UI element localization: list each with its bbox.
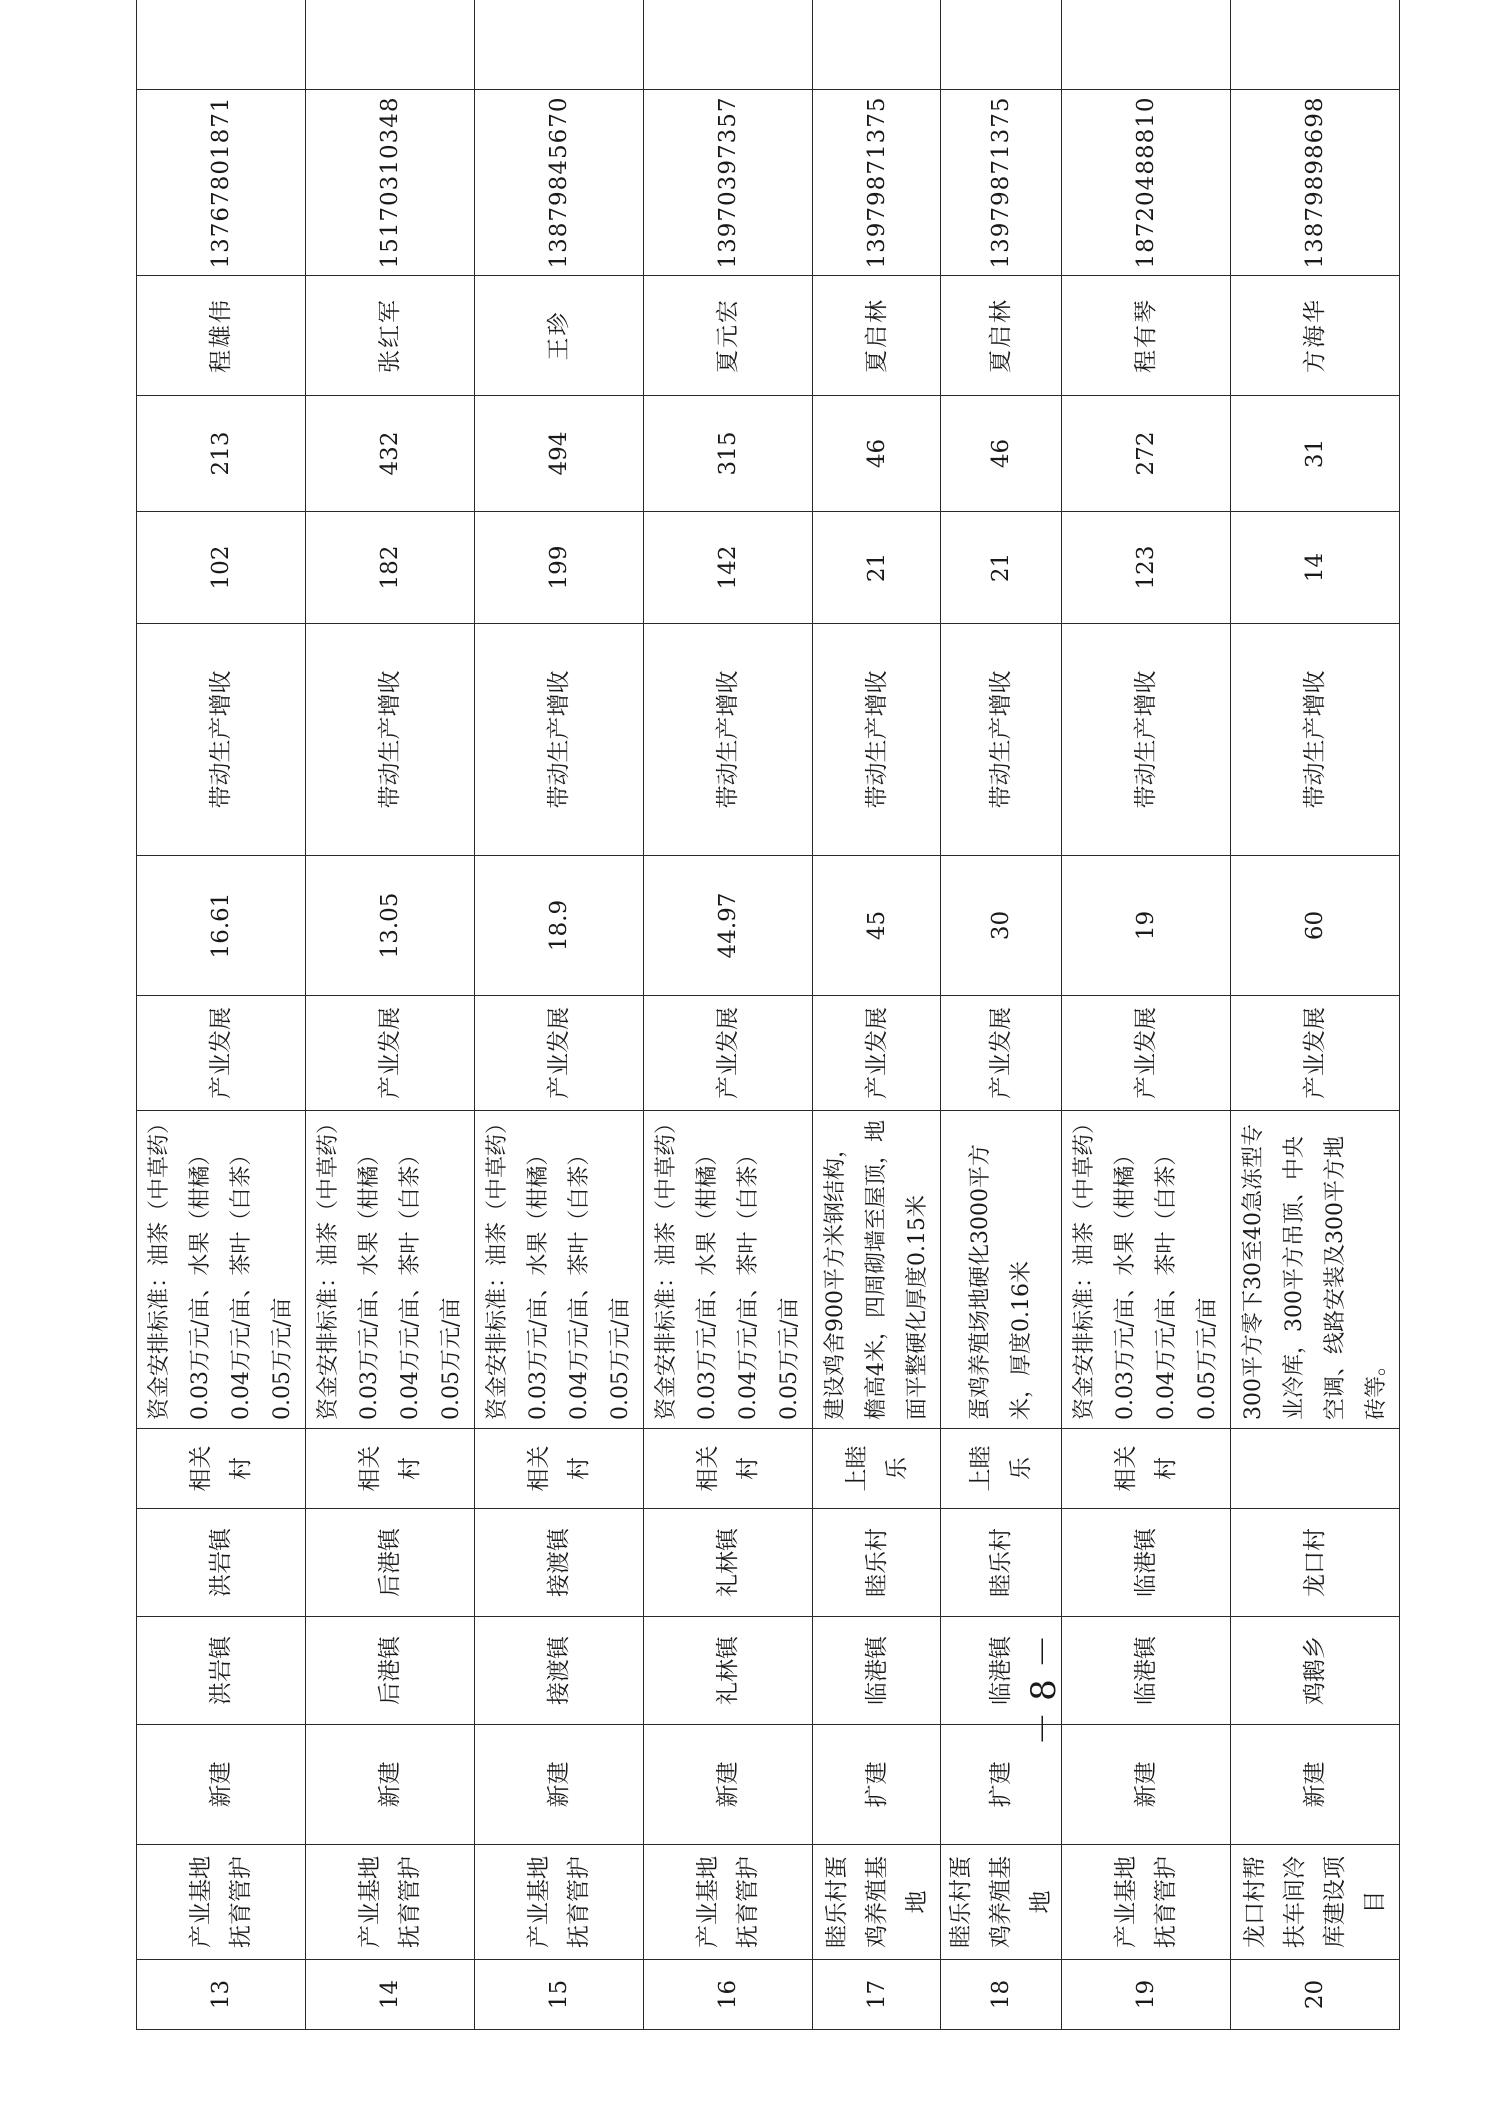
construction-content: 资金安排标准：油茶（中草药）0.03万元/亩、水果（柑橘）0.04万元/亩、茶叶（白茶）0.05万元/亩	[137, 1111, 306, 1429]
contact-phone: 13879845670	[475, 90, 644, 276]
beneficiary-people: 46	[941, 396, 1062, 512]
benefit-mechanism: 带动生产增收	[306, 624, 475, 856]
contact-person: 夏启林	[941, 276, 1062, 396]
fund-amount: 30	[941, 856, 1062, 996]
construction-content: 资金安排标准：油茶（中草药）0.03万元/亩、水果（柑橘）0.04万元/亩、茶叶（白茶）0.05万元/亩	[644, 1111, 813, 1429]
project-table	[136, 0, 1400, 2030]
table-body	[137, 0, 1400, 2030]
contact-person: 夏启林	[813, 276, 941, 396]
beneficiary-households: 21	[941, 512, 1062, 624]
project-name: 产业基地抚育管护	[475, 1845, 644, 1960]
project-category: 产业发展	[644, 996, 813, 1111]
contact-phone: 13970397357	[644, 90, 813, 276]
location-town: 临港镇	[1062, 1509, 1231, 1617]
implementing-town: 洪岩镇	[137, 1617, 306, 1725]
beneficiary-people: 315	[644, 396, 813, 512]
fund-amount: 18.9	[475, 856, 644, 996]
project-category: 产业发展	[1062, 996, 1231, 1111]
fund-amount: 60	[1231, 856, 1400, 996]
contact-person: 张红军	[306, 276, 475, 396]
construction-type: 新建	[137, 1725, 306, 1845]
row-number: 17	[813, 1960, 941, 2030]
fund-amount: 44.97	[644, 856, 813, 996]
project-name: 产业基地抚育管护	[1062, 1845, 1231, 1960]
fund-amount: 45	[813, 856, 941, 996]
village: 上睦乐	[813, 1429, 941, 1509]
contact-person: 王珍	[475, 276, 644, 396]
project-category: 产业发展	[306, 996, 475, 1111]
project-name: 睦乐村蛋鸡养殖基地	[941, 1845, 1062, 1960]
beneficiary-people: 432	[306, 396, 475, 512]
construction-type: 新建	[475, 1725, 644, 1845]
row-number: 14	[306, 1960, 475, 2030]
table-row	[1231, 0, 1400, 2030]
construction-type: 扩建	[813, 1725, 941, 1845]
remark	[306, 0, 475, 90]
location-town: 接渡镇	[475, 1509, 644, 1617]
construction-content: 资金安排标准：油茶（中草药）0.03万元/亩、水果（柑橘）0.04万元/亩、茶叶（白茶）0.05万元/亩	[306, 1111, 475, 1429]
contact-phone: 15170310348	[306, 90, 475, 276]
beneficiary-households: 21	[813, 512, 941, 624]
village: 相关村	[1062, 1429, 1231, 1509]
beneficiary-people: 272	[1062, 396, 1231, 512]
village: 相关村	[644, 1429, 813, 1509]
beneficiary-people: 46	[813, 396, 941, 512]
contact-phone: 13879898698	[1231, 90, 1400, 276]
remark	[644, 0, 813, 90]
construction-content: 资金安排标准：油茶（中草药）0.03万元/亩、水果（柑橘）0.04万元/亩、茶叶（白茶）0.05万元/亩	[475, 1111, 644, 1429]
contact-person: 程雄伟	[137, 276, 306, 396]
benefit-mechanism: 带动生产增收	[813, 624, 941, 856]
construction-type: 新建	[306, 1725, 475, 1845]
contact-phone: 13767801871	[137, 90, 306, 276]
implementing-town: 临港镇	[813, 1617, 941, 1725]
row-number: 20	[1231, 1960, 1400, 2030]
village: 上睦乐	[941, 1429, 1062, 1509]
project-name: 产业基地抚育管护	[644, 1845, 813, 1960]
construction-type: 新建	[1062, 1725, 1231, 1845]
fund-amount: 13.05	[306, 856, 475, 996]
row-number: 16	[644, 1960, 813, 2030]
construction-type: 新建	[644, 1725, 813, 1845]
project-category: 产业发展	[137, 996, 306, 1111]
table-row	[475, 0, 644, 2030]
contact-person: 夏元宏	[644, 276, 813, 396]
benefit-mechanism: 带动生产增收	[475, 624, 644, 856]
location-town: 睦乐村	[813, 1509, 941, 1617]
project-category: 产业发展	[1231, 996, 1400, 1111]
implementing-town: 临港镇	[941, 1617, 1062, 1725]
page-number: － 8 －	[1023, 1634, 1064, 1746]
remark	[1062, 0, 1231, 90]
project-category: 产业发展	[475, 996, 644, 1111]
table-row	[813, 0, 941, 2030]
contact-phone: 18720488810	[1062, 90, 1231, 276]
project-name: 产业基地抚育管护	[137, 1845, 306, 1960]
project-name: 龙口村帮扶车间冷库建设项目	[1231, 1845, 1400, 1960]
implementing-town: 后港镇	[306, 1617, 475, 1725]
row-number: 19	[1062, 1960, 1231, 2030]
remark	[137, 0, 306, 90]
beneficiary-households: 182	[306, 512, 475, 624]
project-category: 产业发展	[941, 996, 1062, 1111]
village: 相关村	[475, 1429, 644, 1509]
construction-content: 资金安排标准：油茶（中草药）0.03万元/亩、水果（柑橘）0.04万元/亩、茶叶（白茶）0.05万元/亩	[1062, 1111, 1231, 1429]
table-row	[306, 0, 475, 2030]
village: 相关村	[137, 1429, 306, 1509]
fund-amount: 16.61	[137, 856, 306, 996]
benefit-mechanism: 带动生产增收	[1062, 624, 1231, 856]
remark	[475, 0, 644, 90]
benefit-mechanism: 带动生产增收	[644, 624, 813, 856]
construction-type: 新建	[1231, 1725, 1400, 1845]
beneficiary-people: 213	[137, 396, 306, 512]
construction-content: 建设鸡舍900平方米钢结构，檐高4米，四周砌墙至屋顶，地面平整硬化厚度0.15米	[813, 1111, 941, 1429]
implementing-town: 礼林镇	[644, 1617, 813, 1725]
project-category: 产业发展	[813, 996, 941, 1111]
village	[1231, 1429, 1400, 1509]
project-name: 产业基地抚育管护	[306, 1845, 475, 1960]
benefit-mechanism: 带动生产增收	[1231, 624, 1400, 856]
beneficiary-households: 142	[644, 512, 813, 624]
contact-person: 方海华	[1231, 276, 1400, 396]
benefit-mechanism: 带动生产增收	[137, 624, 306, 856]
rotated-table-wrapper	[136, 68, 1389, 2030]
implementing-town: 临港镇	[1062, 1617, 1231, 1725]
table-row	[644, 0, 813, 2030]
remark	[813, 0, 941, 90]
contact-phone: 13979871375	[941, 90, 1062, 276]
construction-type: 扩建	[941, 1725, 1062, 1845]
remark	[1231, 0, 1400, 90]
location-town: 礼林镇	[644, 1509, 813, 1617]
location-town: 洪岩镇	[137, 1509, 306, 1617]
village: 相关村	[306, 1429, 475, 1509]
beneficiary-households: 102	[137, 512, 306, 624]
remark	[941, 0, 1062, 90]
row-number: 13	[137, 1960, 306, 2030]
location-town: 龙口村	[1231, 1509, 1400, 1617]
benefit-mechanism: 带动生产增收	[941, 624, 1062, 856]
beneficiary-households: 123	[1062, 512, 1231, 624]
construction-content: 蛋鸡养殖场地硬化3000平方米，厚度0.16米	[941, 1111, 1062, 1429]
beneficiary-people: 31	[1231, 396, 1400, 512]
row-number: 15	[475, 1960, 644, 2030]
implementing-town: 接渡镇	[475, 1617, 644, 1725]
location-town: 后港镇	[306, 1509, 475, 1617]
beneficiary-households: 199	[475, 512, 644, 624]
project-name: 睦乐村蛋鸡养殖基地	[813, 1845, 941, 1960]
beneficiary-households: 14	[1231, 512, 1400, 624]
row-number: 18	[941, 1960, 1062, 2030]
location-town: 睦乐村	[941, 1509, 1062, 1617]
table-row	[1062, 0, 1231, 2030]
implementing-town: 鸡鹅乡	[1231, 1617, 1400, 1725]
contact-phone: 13979871375	[813, 90, 941, 276]
table-row	[137, 0, 306, 2030]
construction-content: 300平方零下30至40急冻型专业冷库，300平方吊顶、中央空调、线路安装及300平方地砖等。	[1231, 1111, 1400, 1429]
contact-person: 程有琴	[1062, 276, 1231, 396]
beneficiary-people: 494	[475, 396, 644, 512]
fund-amount: 19	[1062, 856, 1231, 996]
